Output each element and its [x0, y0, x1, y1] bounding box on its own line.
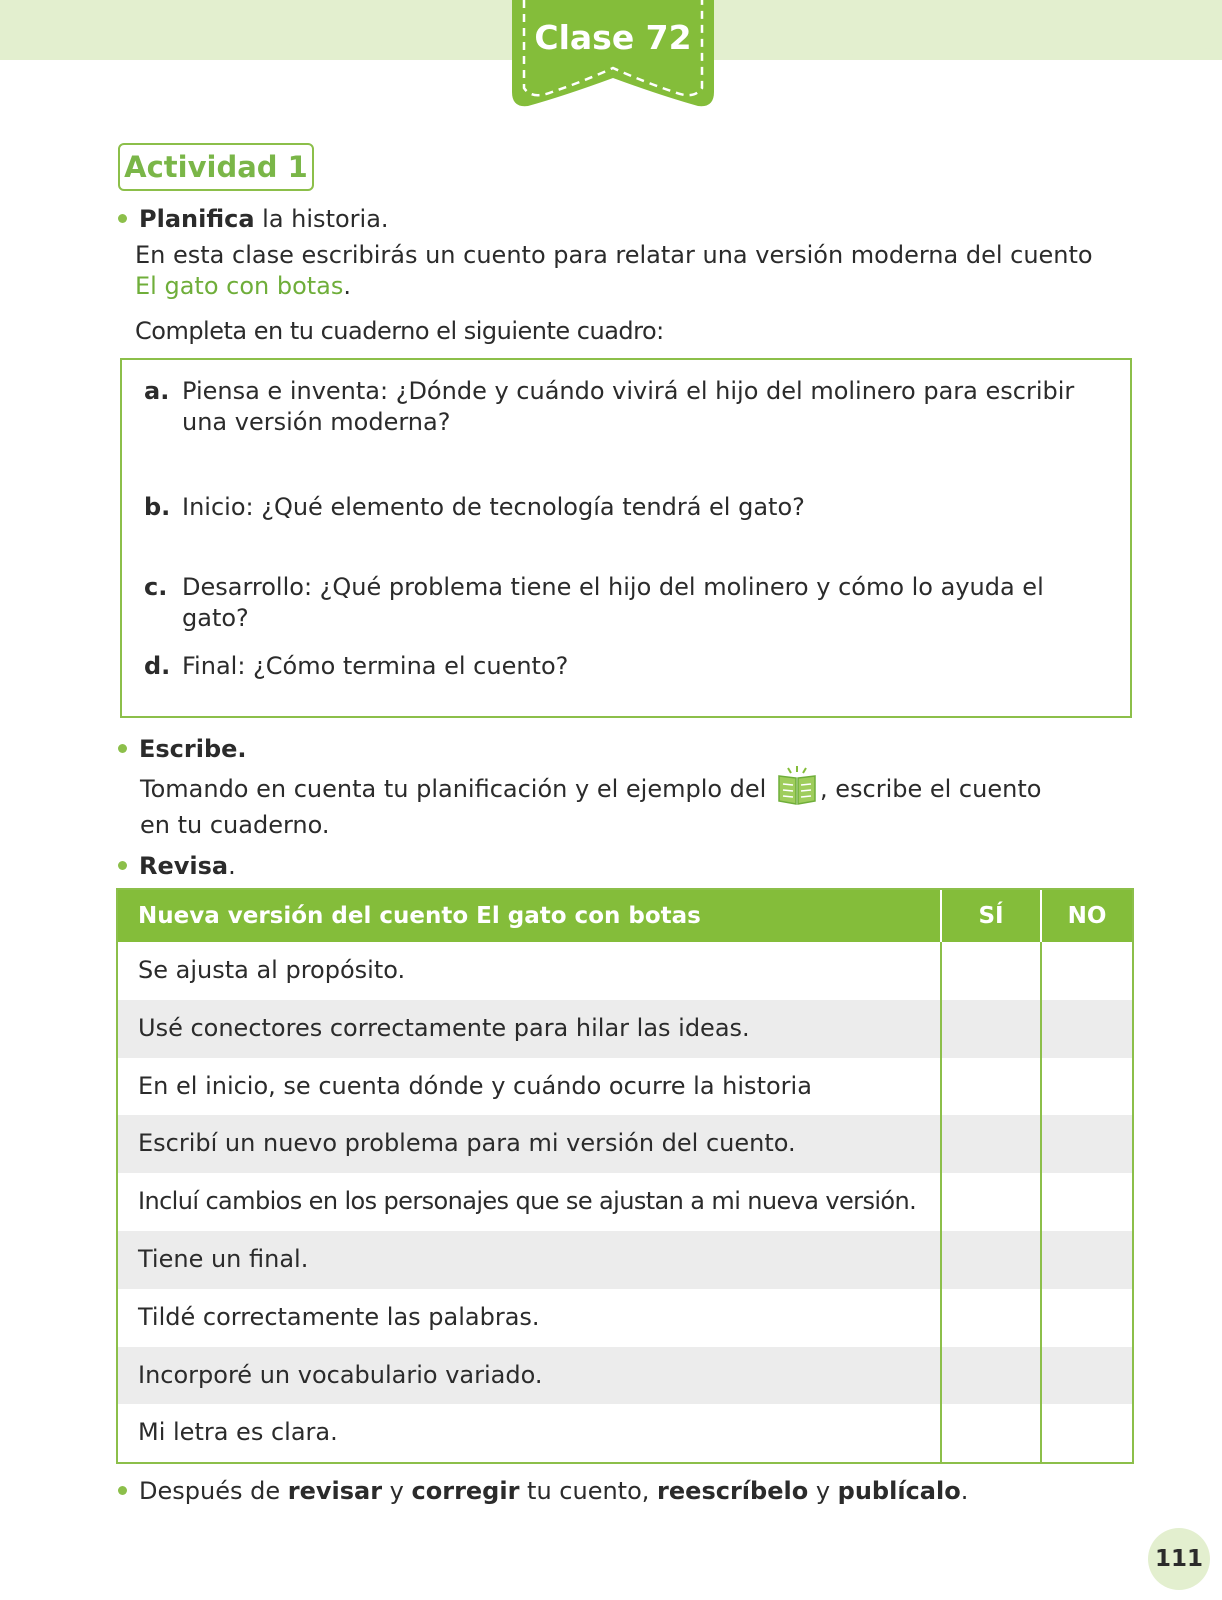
- planifica-bold: Planifica: [139, 205, 255, 233]
- story-title: El gato con botas: [135, 272, 344, 300]
- plan-item-letter: c.: [144, 573, 168, 601]
- table-cell-si: [942, 1289, 1042, 1347]
- escribe-text: [140, 770, 1041, 841]
- final-text: tu cuento,: [519, 1477, 658, 1505]
- table-row: [118, 1000, 1132, 1058]
- intro-line-1: En esta clase escribirás un cuento para relatar una versión moderna del cuento: [135, 241, 1093, 269]
- final-bold-corregir: corregir: [411, 1477, 520, 1505]
- page-number: 111: [1148, 1528, 1210, 1590]
- table-row-criterion: Tildé correctamente las palabras.: [118, 1289, 942, 1347]
- table-row-criterion: Tiene un final.: [118, 1231, 942, 1289]
- table-row: [118, 1347, 1132, 1405]
- table-row: [118, 1289, 1132, 1347]
- plan-item-text: Final: ¿Cómo termina el cuento?: [182, 652, 569, 680]
- table-cell-si: [942, 1173, 1042, 1231]
- planifica-intro: [135, 240, 1093, 302]
- final-bullet: [118, 1476, 968, 1506]
- table-row: [118, 1115, 1132, 1173]
- table-header-title: El gato con botas: [476, 903, 701, 929]
- table-header-row: [118, 890, 1132, 942]
- review-table: [116, 888, 1134, 1464]
- bullet-dot: [118, 1486, 127, 1495]
- table-cell-si: [942, 1115, 1042, 1173]
- plan-item-text: Piensa e inventa: ¿Dónde y cuándo vivirá el hijo del molinero para escribir una versión moderna?: [182, 377, 1075, 436]
- revisa-bold: Revisa: [139, 852, 229, 880]
- table-cell-si: [942, 1058, 1042, 1116]
- table-header-prefix: Nueva versión del cuento: [138, 903, 477, 929]
- table-cell-si: [942, 1000, 1042, 1058]
- table-row: [118, 1231, 1132, 1289]
- table-cell-no: [1042, 1404, 1132, 1462]
- table-cell-no: [1042, 1173, 1132, 1231]
- planifica-instruction: Completa en tu cuaderno el siguiente cuadro:: [135, 317, 664, 345]
- clase-tab: [512, 0, 714, 110]
- escribe-bullet: [118, 734, 247, 764]
- table-row-criterion: Incorporé un vocabulario variado.: [118, 1347, 942, 1405]
- plan-item-d: [144, 651, 1104, 682]
- table-cell-no: [1042, 1000, 1132, 1058]
- table-row-criterion: En el inicio, se cuenta dónde y cuándo ocurre la historia: [118, 1058, 942, 1116]
- plan-item-text: Inicio: ¿Qué elemento de tecnología tendrá el gato?: [182, 493, 805, 521]
- final-bold-revisar: revisar: [287, 1477, 383, 1505]
- table-cell-no: [1042, 1289, 1132, 1347]
- table-cell-no: [1042, 1231, 1132, 1289]
- table-row: [118, 1404, 1132, 1462]
- planifica-rest: la historia.: [254, 205, 389, 233]
- final-text: Después de: [139, 1477, 288, 1505]
- table-header-criteria: [118, 890, 942, 942]
- intro-line-2: [135, 271, 1093, 302]
- activity-title: Actividad 1: [124, 150, 308, 184]
- bullet-dot: [118, 861, 127, 870]
- table-cell-no: [1042, 942, 1132, 1000]
- table-cell-no: [1042, 1347, 1132, 1405]
- activity-label: [118, 143, 314, 191]
- table-cell-no: [1042, 1115, 1132, 1173]
- escribe-line-2: en tu cuaderno.: [140, 811, 330, 839]
- table-header-si: SÍ: [942, 890, 1042, 942]
- bullet-dot: [118, 214, 127, 223]
- final-text: .: [960, 1477, 969, 1505]
- intro-period: .: [343, 272, 352, 300]
- escribe-line-1-after: , escribe el cuento: [819, 775, 1042, 803]
- table-header-no: NO: [1067, 903, 1107, 929]
- escribe-bold: Escribe.: [139, 735, 247, 763]
- table-cell-si: [942, 942, 1042, 1000]
- plan-item-a: [144, 376, 1104, 438]
- revisa-bullet: [118, 851, 236, 881]
- plan-item-b: [144, 492, 1104, 523]
- plan-item-text: Desarrollo: ¿Qué problema tiene el hijo del molinero y cómo lo ayuda el gato?: [182, 573, 1044, 632]
- final-bold-publicalo: publícalo: [837, 1477, 961, 1505]
- clase-title: Clase 72: [534, 18, 692, 57]
- planning-box: [120, 358, 1132, 718]
- table-row-criterion: Usé conectores correctamente para hilar las ideas.: [118, 1000, 942, 1058]
- plan-item-c: [144, 572, 1104, 634]
- table-row-criterion: Mi letra es clara.: [118, 1404, 942, 1462]
- table-row: [118, 942, 1132, 1000]
- final-text: y: [382, 1477, 412, 1505]
- escribe-line-1-before: Tomando en cuenta tu planificación y el ejemplo del: [140, 775, 767, 803]
- table-cell-no: [1042, 1058, 1132, 1116]
- table-cell-si: [942, 1404, 1042, 1462]
- open-book-icon: [776, 766, 818, 806]
- table-cell-si: [942, 1347, 1042, 1405]
- planifica-bullet: [118, 204, 389, 234]
- table-row-criterion: Incluí cambios en los personajes que se ajustan a mi nueva versión.: [118, 1173, 942, 1231]
- bullet-dot: [118, 744, 127, 753]
- revisa-rest: .: [228, 852, 236, 880]
- escribe-line-1: [140, 770, 1041, 810]
- plan-item-letter: b.: [144, 493, 171, 521]
- final-text: y: [808, 1477, 838, 1505]
- final-bold-reescribelo: reescríbelo: [657, 1477, 809, 1505]
- table-row-criterion: Se ajusta al propósito.: [118, 942, 942, 1000]
- table-cell-si: [942, 1231, 1042, 1289]
- table-row: [118, 1173, 1132, 1231]
- plan-item-letter: a.: [144, 377, 170, 405]
- table-row-criterion: Escribí un nuevo problema para mi versión del cuento.: [118, 1115, 942, 1173]
- plan-item-letter: d.: [144, 652, 171, 680]
- table-row: [118, 1058, 1132, 1116]
